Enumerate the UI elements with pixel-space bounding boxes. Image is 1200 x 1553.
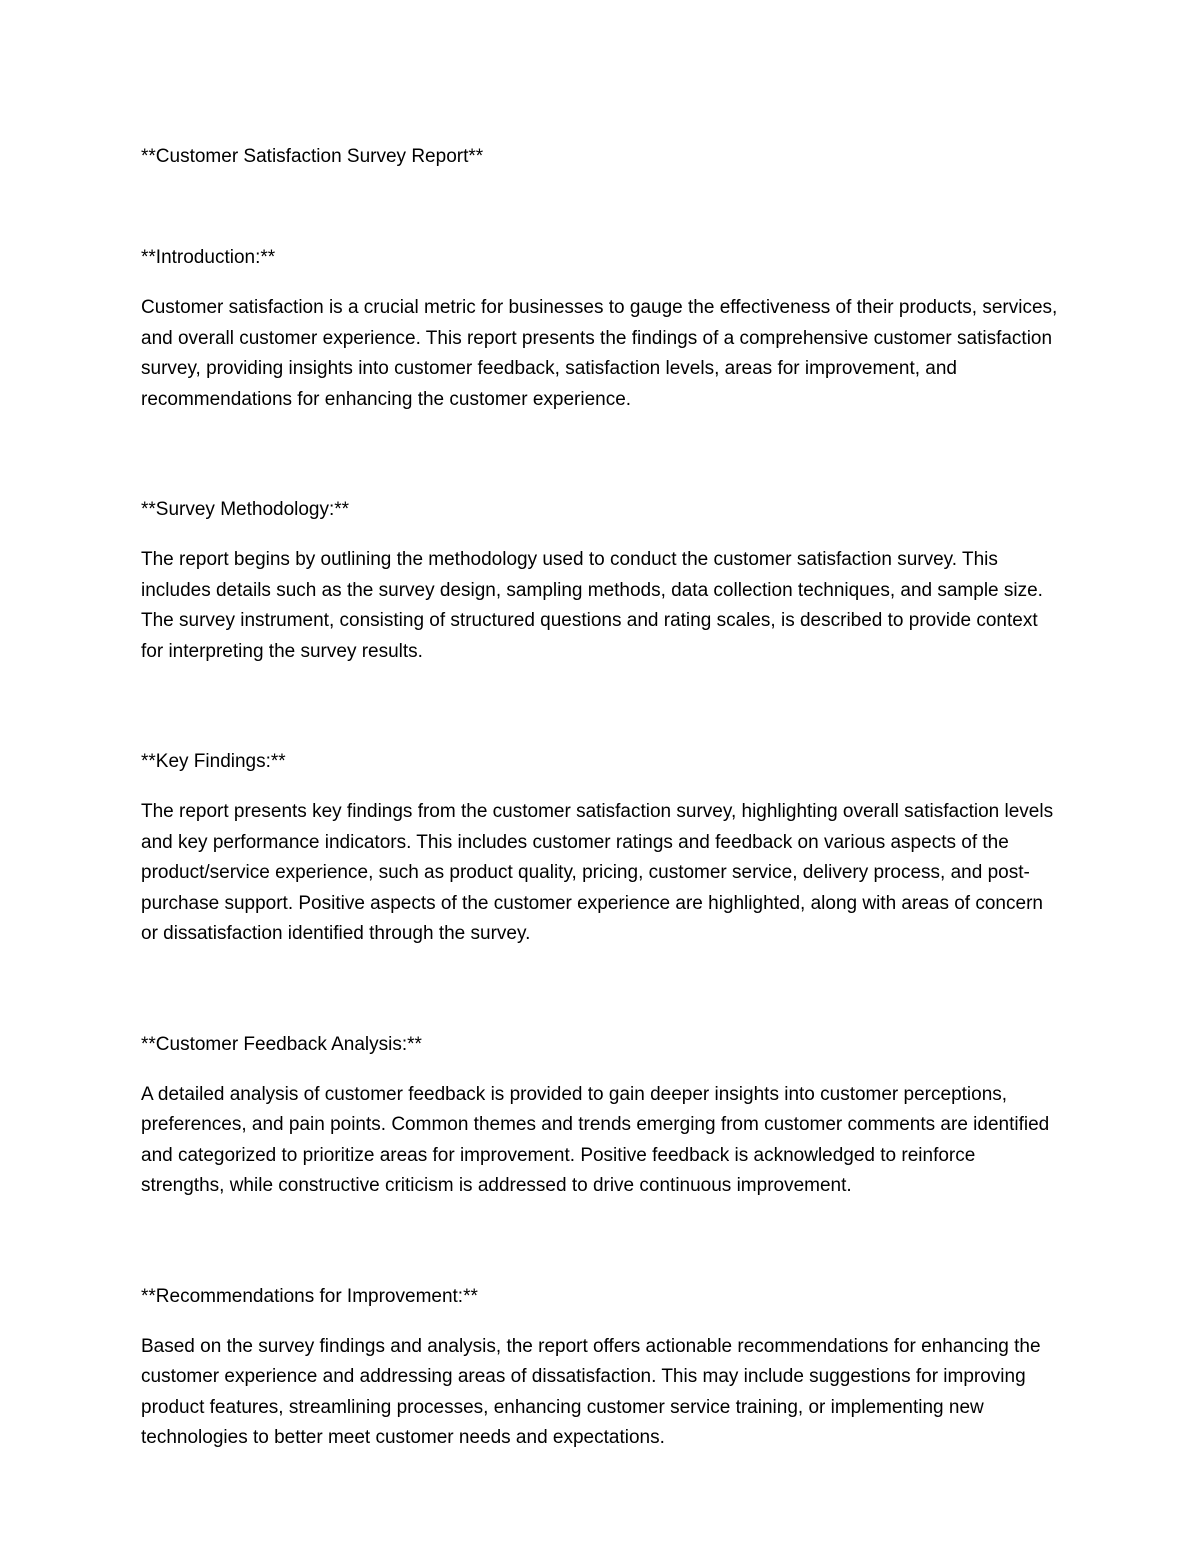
section-body-survey-methodology: The report begins by outlining the methodology used to conduct the customer satisfaction survey. This includes details such as the survey design, sampling methods, data collection techniques, and sample size. The survey instrument, consisting of structured questions and rating scales, is described to provide context for interpreting the survey results. [141, 549, 1043, 662]
section-heading-recommendations: **Recommendations for Improvement:** [141, 1285, 478, 1307]
section-heading-introduction: **Introduction:** [141, 247, 276, 268]
section-heading-customer-feedback-analysis: **Customer Feedback Analysis:** [141, 1033, 422, 1055]
section-heading-survey-methodology: **Survey Methodology:** [141, 499, 350, 520]
section-body-customer-feedback-analysis: A detailed analysis of customer feedback is provided to gain deeper insights into customer perceptions, preferences, and pain points. Common themes and trends emerging from customer comments are identified and categorized to prioritize areas for improvement. Positive feedback is acknowledged to reinforce strengths, while constructive criticism is addressed to drive continuous improvement. [141, 1083, 1050, 1196]
section-body-introduction: Customer satisfaction is a crucial metric for businesses to gauge the effectiveness of their products, services, and overall customer experience. This report presents the findings of a comprehensive customer satisfaction survey, providing insights into customer feedback, satisfaction levels, areas for improvement, and recommendations for enhancing the customer experience. [141, 297, 1058, 410]
section-body-recommendations: Based on the survey findings and analysis, the report offers actionable recommendations for enhancing the customer experience and addressing areas of dissatisfaction. This may include suggestions for improving product features, streamlining processes, enhancing customer service training, or implementing new technologies to better meet customer needs and expectations. [141, 1335, 1041, 1448]
document-title: **Customer Satisfaction Survey Report** [141, 146, 484, 167]
document-content [141, 142, 1061, 1454]
section-heading-key-findings: **Key Findings:** [141, 751, 286, 772]
section-body-key-findings: The report presents key findings from the customer satisfaction survey, highlighting overall satisfaction levels and key performance indicators. This includes customer ratings and feedback on various aspects of the product/service experience, such as product quality, pricing, customer service, delivery process, and post-purchase support. Positive aspects of the customer experience are highlighted, along with areas of concern or dissatisfaction identified through the survey. [141, 801, 1054, 944]
